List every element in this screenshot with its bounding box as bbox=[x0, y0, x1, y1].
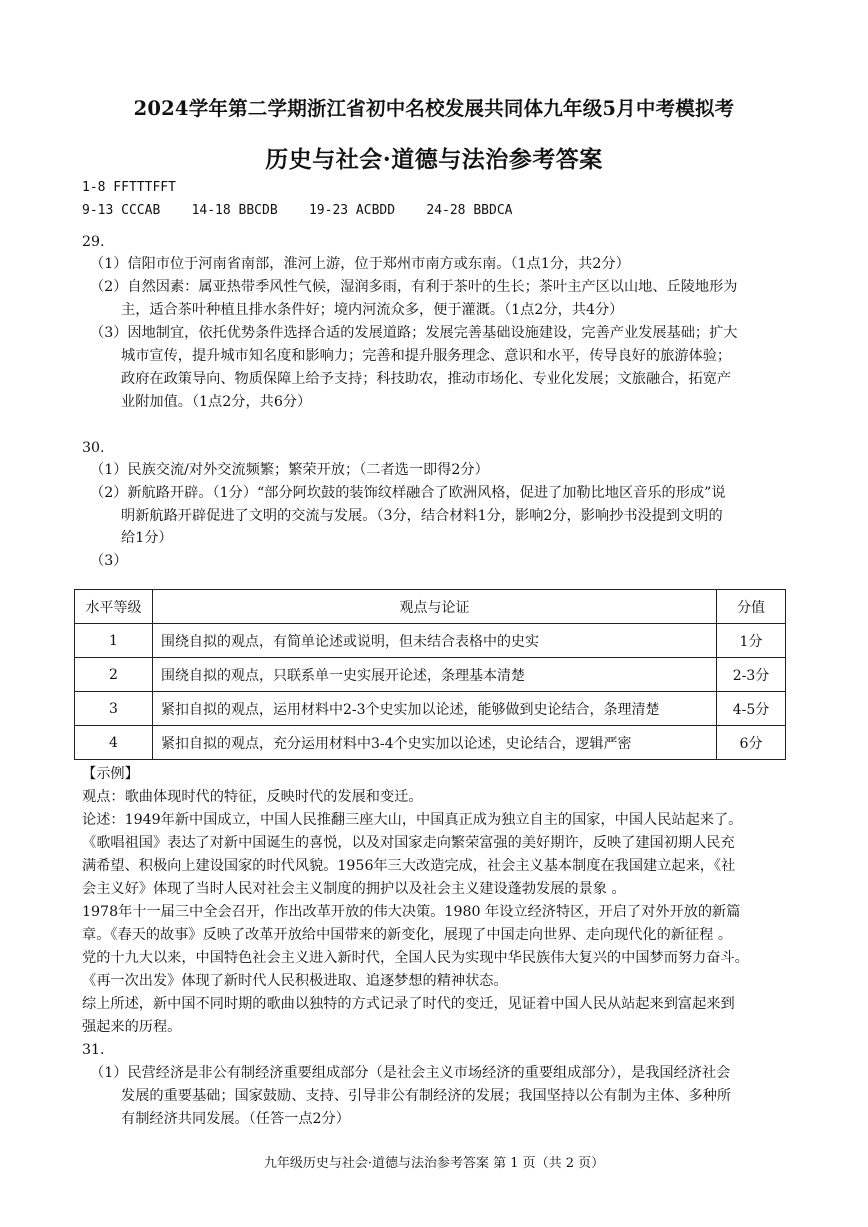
example-argument-line: 《再一次出发》体现了新时代人民积极进取、追逐梦想的精神状态。 bbox=[82, 973, 508, 989]
header-level: 水平等级 bbox=[75, 590, 153, 624]
q29-part3-line4: 业附加值。（1点2分，共6分） bbox=[121, 394, 312, 410]
example-heading: 【示例】 bbox=[82, 766, 139, 782]
example-argument-line: 1978年十一届三中全会召开，作出改革开放的伟大决策。1980 年设立经济特区，开启了对外开放的新篇 bbox=[82, 904, 741, 920]
q31-part1-line2: 发展的重要基础；国家鼓励、支持、引导非公有制经济的发展；我国坚持以公有制为主体、多种所 bbox=[121, 1088, 732, 1104]
document-subtitle: 历史与社会·道德与法治参考答案 bbox=[265, 146, 603, 173]
header-score: 分值 bbox=[717, 590, 786, 624]
q29-number: 29. bbox=[82, 234, 105, 250]
table-row bbox=[75, 624, 786, 658]
q29-part3-line3: 政府在政策导向、物质保障上给予支持；科技助农，推动市场化、专业化发展；文旅融合，拓宽产 bbox=[121, 371, 732, 387]
q29-part2-line2: 主，适合茶叶种植且排水条件好；境内河流众多，便于灌溉。（1点2分，共4分） bbox=[121, 302, 624, 318]
page-footer: 九年级历史与社会·道德与法治参考答案 第 1 页（共 2 页） bbox=[263, 1156, 605, 1171]
table-row bbox=[75, 658, 786, 692]
example-argument-line: 《歌唱祖国》表达了对新中国诞生的喜悦，以及对国家走向繁荣富强的美好期许，反映了建国初期人民充 bbox=[82, 835, 735, 851]
q29-part2-line1: （2）自然因素：属亚热带季风性气候，湿润多雨，有利于茶叶的生长；茶叶主产区以山地、丘陵地形为 bbox=[90, 279, 738, 295]
q31-part1-line3: 有制经济共同发展。（任答一点2分） bbox=[121, 1111, 350, 1127]
example-conclusion-line: 强起来的历程。 bbox=[82, 1019, 182, 1035]
header-description: 观点与论证 bbox=[153, 590, 717, 624]
table-row bbox=[75, 726, 786, 760]
row-score: 1分 bbox=[717, 624, 786, 658]
row-score: 2-3分 bbox=[717, 658, 786, 692]
row-score: 4-5分 bbox=[717, 692, 786, 726]
q30-part2-line2: 明新航路开辟促进了文明的交流与发展。（3分，结合材料1分，影响2分，影响抄书没提到文明的 bbox=[121, 508, 723, 524]
row-level: 1 bbox=[75, 624, 153, 658]
document-title: 2024学年第二学期浙江省初中名校发展共同体九年级5月中考模拟考 bbox=[133, 97, 735, 120]
row-description: 围绕自拟的观点，只联系单一史实展开论述，条理基本清楚 bbox=[153, 658, 717, 692]
row-level: 4 bbox=[75, 726, 153, 760]
example-argument-line: 章。《春天的故事》反映了改革开放给中国带来的新变化，展现了中国走向世界、走向现代化的新征程 。 bbox=[82, 927, 733, 943]
example-argument-line: 党的十九大以来，中国特色社会主义进入新时代，全国人民为实现中华民族伟大复兴的中国梦而努力奋斗。 bbox=[82, 950, 749, 966]
scoring-rubric-table bbox=[74, 589, 786, 760]
row-level: 2 bbox=[75, 658, 153, 692]
q29-part3-line1: （3）因地制宜，依托优势条件选择合适的发展道路；发展完善基础设施建设，完善产业发展基础；扩大 bbox=[90, 325, 738, 341]
row-level: 3 bbox=[75, 692, 153, 726]
q30-number: 30. bbox=[82, 440, 105, 456]
example-viewpoint: 观点：歌曲体现时代的特征，反映时代的发展和变迁。 bbox=[82, 789, 423, 805]
q31-part1-line1: （1）民营经济是非公有制经济重要组成部分（是社会主义市场经济的重要组成部分），是我国经济社会 bbox=[90, 1065, 731, 1081]
row-description: 紧扣自拟的观点，充分运用材料中3-4个史实加以论述，史论结合，逻辑严密 bbox=[153, 726, 717, 760]
q29-part1: （1）信阳市位于河南省南部，淮河上游，位于郑州市南方或东南。（1点1分，共2分） bbox=[90, 256, 630, 272]
q30-part3: （3） bbox=[90, 553, 128, 569]
q31-number: 31. bbox=[82, 1042, 105, 1058]
row-description: 围绕自拟的观点，有简单论述或说明，但未结合表格中的史实 bbox=[153, 624, 717, 658]
table-row bbox=[75, 692, 786, 726]
q30-part2-line1: （2）新航路开辟。（1分）“部分阿坎鼓的装饰纹样融合了欧洲风格，促进了加勒比地区音乐的形成”说 bbox=[90, 485, 726, 501]
example-argument-line: 论述：1949年新中国成立，中国人民推翻三座大山，中国真正成为独立自主的国家，中国人民站起来了。 bbox=[82, 812, 743, 828]
example-conclusion-line: 综上所述，新中国不同时期的歌曲以独特的方式记录了时代的变迁，见证着中国人民从站起来到富起来到 bbox=[82, 996, 735, 1012]
table-header-row bbox=[75, 590, 786, 624]
mc-answers-line-2: 9-13 CCCAB 14-18 BBCDB 19-23 ACBDD 24-28 BBDCA bbox=[82, 203, 513, 218]
example-argument-line: 会主义好》体现了当时人民对社会主义制度的拥护以及社会主义建设蓬勃发展的景象 。 bbox=[82, 881, 626, 897]
example-argument-line: 满希望、积极向上建设国家的时代风貌。1956年三大改造完成，社会主义基本制度在我国建立起来，《社 bbox=[82, 858, 736, 874]
row-score: 6分 bbox=[717, 726, 786, 760]
q30-part2-line3: 给1分） bbox=[121, 530, 173, 546]
mc-answers-line-1: 1-8 FFTTTFFT bbox=[82, 180, 176, 195]
q29-part3-line2: 城市宣传，提升城市知名度和影响力；完善和提升服务理念、意识和水平，传导良好的旅游体验； bbox=[121, 348, 732, 364]
row-description: 紧扣自拟的观点，运用材料中2-3个史实加以论述，能够做到史论结合，条理清楚 bbox=[153, 692, 717, 726]
q30-part1: （1）民族交流/对外交流频繁；繁荣开放；（二者选一即得2分） bbox=[90, 462, 489, 478]
